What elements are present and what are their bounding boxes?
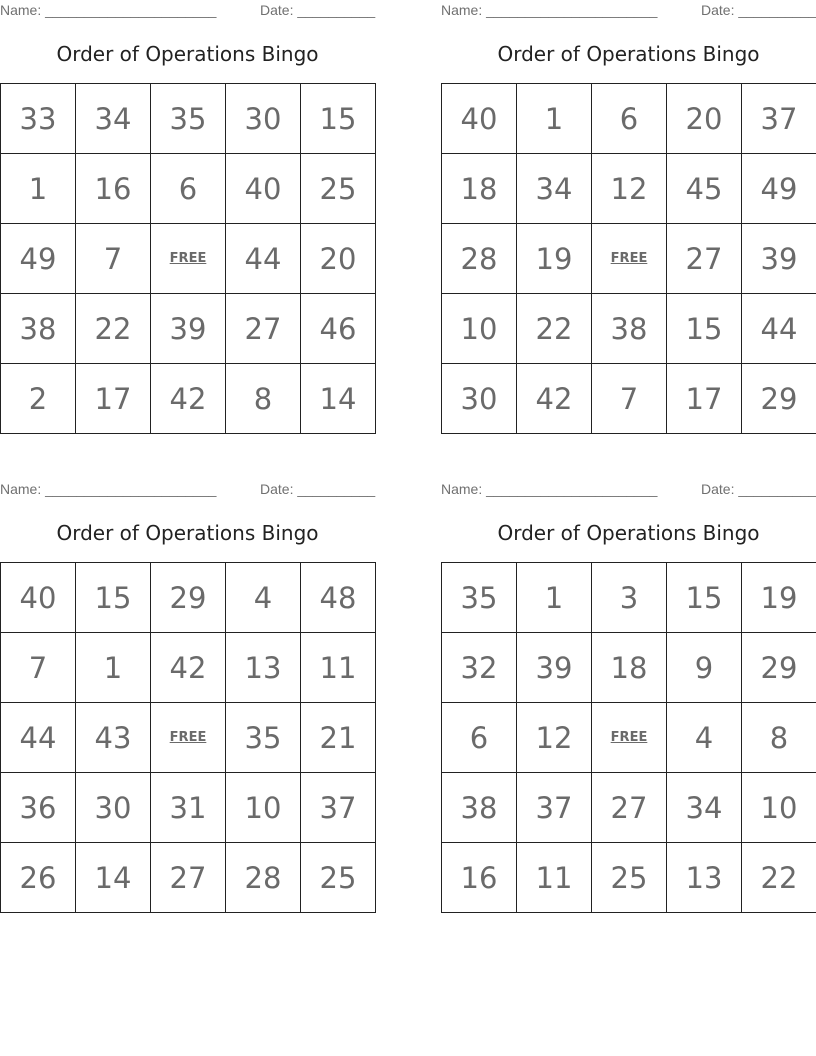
name-date-line xyxy=(0,2,375,18)
bingo-cell: 27 xyxy=(151,843,226,913)
bingo-cell: 4 xyxy=(226,563,301,633)
bingo-cell: 35 xyxy=(442,563,517,633)
bingo-cell: 25 xyxy=(301,154,376,224)
name-date-line xyxy=(441,481,816,497)
name-date-line xyxy=(0,481,375,497)
bingo-cell: 19 xyxy=(517,224,592,294)
bingo-cell: 11 xyxy=(517,843,592,913)
bingo-cell: 19 xyxy=(742,563,816,633)
bingo-cell: 38 xyxy=(592,294,667,364)
name-field-label: Name: ______________________ xyxy=(0,481,217,497)
card-title: Order of Operations Bingo xyxy=(497,42,760,66)
date-field-label: Date: __________ xyxy=(701,481,816,497)
bingo-cell: 1 xyxy=(1,154,76,224)
bingo-cell: 38 xyxy=(1,294,76,364)
bingo-cell: 12 xyxy=(517,703,592,773)
bingo-cell: 38 xyxy=(442,773,517,843)
bingo-cell: 33 xyxy=(1,84,76,154)
card-title: Order of Operations Bingo xyxy=(497,521,760,545)
bingo-cell: 22 xyxy=(742,843,816,913)
bingo-cell: 4 xyxy=(667,703,742,773)
bingo-cell: 11 xyxy=(301,633,376,703)
bingo-cell: 45 xyxy=(667,154,742,224)
bingo-cell: 13 xyxy=(667,843,742,913)
bingo-cell: 39 xyxy=(517,633,592,703)
bingo-cell: 1 xyxy=(517,563,592,633)
bingo-cell: 18 xyxy=(442,154,517,224)
bingo-cell: 28 xyxy=(226,843,301,913)
bingo-cell: 1 xyxy=(76,633,151,703)
bingo-cell: 20 xyxy=(667,84,742,154)
bingo-cell: 39 xyxy=(742,224,816,294)
bingo-cell: 34 xyxy=(76,84,151,154)
bingo-cell: 34 xyxy=(667,773,742,843)
bingo-grid xyxy=(441,83,816,434)
bingo-cell: 44 xyxy=(226,224,301,294)
bingo-cell: 9 xyxy=(667,633,742,703)
bingo-cell: 40 xyxy=(226,154,301,224)
bingo-cell: 13 xyxy=(226,633,301,703)
bingo-cell: 39 xyxy=(151,294,226,364)
bingo-cell: 46 xyxy=(301,294,376,364)
bingo-cell: 2 xyxy=(1,364,76,434)
bingo-cell: 18 xyxy=(592,633,667,703)
bingo-cell: 17 xyxy=(667,364,742,434)
bingo-cell: 42 xyxy=(151,633,226,703)
name-field-label: Name: ______________________ xyxy=(0,2,217,18)
name-field-label: Name: ______________________ xyxy=(441,481,658,497)
bingo-cell: 17 xyxy=(76,364,151,434)
bingo-cell: 14 xyxy=(301,364,376,434)
bingo-cell: 10 xyxy=(442,294,517,364)
bingo-cell: 28 xyxy=(442,224,517,294)
name-date-line xyxy=(441,2,816,18)
bingo-cell: 14 xyxy=(76,843,151,913)
bingo-cell: 49 xyxy=(742,154,816,224)
bingo-cell: 37 xyxy=(301,773,376,843)
bingo-cell: 29 xyxy=(742,364,816,434)
bingo-cell: 8 xyxy=(742,703,816,773)
bingo-cell: 27 xyxy=(226,294,301,364)
bingo-cell: 6 xyxy=(442,703,517,773)
bingo-cell: 36 xyxy=(1,773,76,843)
bingo-cell: 20 xyxy=(301,224,376,294)
bingo-card xyxy=(441,479,816,913)
bingo-cell: 43 xyxy=(76,703,151,773)
bingo-cell: 29 xyxy=(151,563,226,633)
bingo-cell: 25 xyxy=(592,843,667,913)
free-space-cell: FREE xyxy=(151,224,226,294)
card-title: Order of Operations Bingo xyxy=(56,42,319,66)
bingo-card xyxy=(0,0,375,434)
bingo-cell: 10 xyxy=(226,773,301,843)
bingo-cell: 40 xyxy=(442,84,517,154)
bingo-cell: 22 xyxy=(517,294,592,364)
bingo-cell: 6 xyxy=(592,84,667,154)
free-space-cell: FREE xyxy=(151,703,226,773)
bingo-cell: 6 xyxy=(151,154,226,224)
name-field-label: Name: ______________________ xyxy=(441,2,658,18)
bingo-card xyxy=(441,0,816,434)
bingo-cell: 7 xyxy=(76,224,151,294)
bingo-cell: 22 xyxy=(76,294,151,364)
bingo-cell: 31 xyxy=(151,773,226,843)
bingo-grid xyxy=(0,83,376,434)
date-field-label: Date: __________ xyxy=(260,2,376,18)
bingo-cell: 16 xyxy=(442,843,517,913)
date-field-label: Date: __________ xyxy=(260,481,376,497)
bingo-cell: 15 xyxy=(667,294,742,364)
card-title: Order of Operations Bingo xyxy=(56,521,319,545)
bingo-cell: 49 xyxy=(1,224,76,294)
bingo-cell: 10 xyxy=(742,773,816,843)
bingo-cell: 42 xyxy=(151,364,226,434)
bingo-cell: 35 xyxy=(151,84,226,154)
bingo-cell: 8 xyxy=(226,364,301,434)
bingo-cell: 27 xyxy=(667,224,742,294)
bingo-cell: 12 xyxy=(592,154,667,224)
bingo-cell: 7 xyxy=(592,364,667,434)
bingo-cell: 3 xyxy=(592,563,667,633)
bingo-cell: 40 xyxy=(1,563,76,633)
bingo-cell: 25 xyxy=(301,843,376,913)
bingo-cell: 1 xyxy=(517,84,592,154)
free-space-cell: FREE xyxy=(592,703,667,773)
bingo-cell: 7 xyxy=(1,633,76,703)
bingo-cell: 15 xyxy=(667,563,742,633)
bingo-cell: 30 xyxy=(226,84,301,154)
bingo-cell: 34 xyxy=(517,154,592,224)
bingo-card xyxy=(0,479,375,913)
bingo-cell: 26 xyxy=(1,843,76,913)
bingo-cell: 42 xyxy=(517,364,592,434)
bingo-cell: 21 xyxy=(301,703,376,773)
free-space-cell: FREE xyxy=(592,224,667,294)
bingo-grid xyxy=(0,562,376,913)
bingo-cell: 30 xyxy=(76,773,151,843)
bingo-cell: 37 xyxy=(742,84,816,154)
bingo-grid xyxy=(441,562,816,913)
bingo-cell: 37 xyxy=(517,773,592,843)
bingo-cell: 35 xyxy=(226,703,301,773)
bingo-cell: 29 xyxy=(742,633,816,703)
bingo-cell: 44 xyxy=(1,703,76,773)
bingo-cell: 16 xyxy=(76,154,151,224)
date-field-label: Date: __________ xyxy=(701,2,816,18)
bingo-cell: 44 xyxy=(742,294,816,364)
bingo-cell: 32 xyxy=(442,633,517,703)
bingo-cell: 27 xyxy=(592,773,667,843)
bingo-cell: 30 xyxy=(442,364,517,434)
bingo-cell: 15 xyxy=(76,563,151,633)
bingo-cell: 48 xyxy=(301,563,376,633)
bingo-cell: 15 xyxy=(301,84,376,154)
